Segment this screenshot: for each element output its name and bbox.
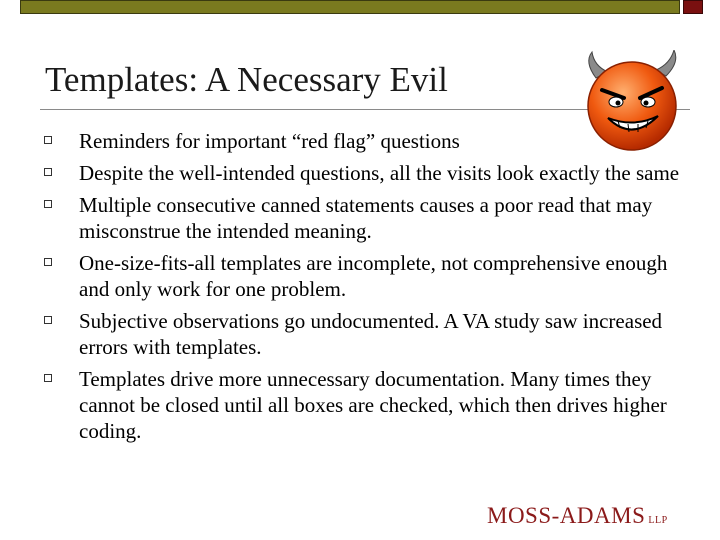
- moss-adams-logo: [487, 503, 668, 529]
- bullet-text: Subjective observations go undocumented. A VA study saw increased errors with templates.: [79, 309, 663, 359]
- bullet-item: [44, 308, 694, 360]
- bullet-marker: [44, 200, 52, 208]
- logo-suffix: LLP: [648, 515, 668, 526]
- bullet-item: [44, 366, 694, 444]
- top-decor-bar-end: [683, 0, 703, 14]
- bullet-item: [44, 128, 694, 154]
- top-decor-bar: [20, 0, 680, 14]
- bullet-marker: [44, 258, 52, 266]
- bullet-text: Despite the well-intended questions, all the visits look exactly the same: [79, 161, 680, 185]
- bullet-marker: [44, 316, 52, 324]
- bullet-text: Multiple consecutive canned statements causes a poor read that may misconstrue the intended meaning.: [79, 193, 653, 243]
- slide-title: Templates: A Necessary Evil: [45, 60, 448, 99]
- bullet-text: Reminders for important “red flag” questions: [79, 129, 460, 153]
- bullet-marker: [44, 374, 52, 382]
- bullet-list: [44, 128, 694, 450]
- bullet-text: Templates drive more unnecessary documentation. Many times they cannot be closed until all boxes are checked, which then drives higher coding.: [79, 367, 667, 443]
- bullet-text: One-size-fits-all templates are incomplete, not comprehensive enough and only work for one problem.: [79, 251, 668, 301]
- bullet-item: [44, 250, 694, 302]
- bullet-item: [44, 160, 694, 186]
- bullet-marker: [44, 136, 52, 144]
- bullet-item: [44, 192, 694, 244]
- logo-text: MOSS-ADAMS: [487, 503, 646, 528]
- bullet-marker: [44, 168, 52, 176]
